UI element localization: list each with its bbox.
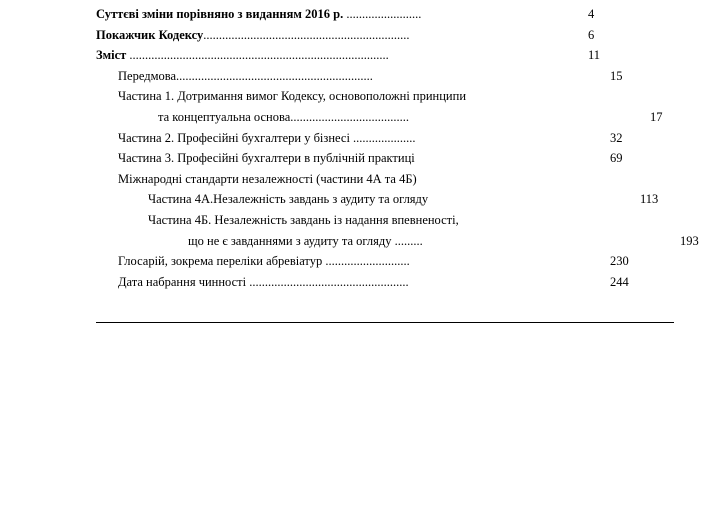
toc-entry-page: 32: [610, 130, 623, 145]
toc-entry[interactable]: [96, 86, 642, 107]
toc-entry-title: Частина 4А.Незалежність завдань з аудиту та огляду: [148, 192, 429, 207]
toc-entry-title: Міжнародні стандарти незалежності (частини 4А та 4Б): [118, 171, 417, 186]
toc-entry-page: 11: [588, 48, 601, 63]
toc-entry[interactable]: [96, 210, 672, 231]
toc-entry-title: Глосарій, зокрема переліки абревіатур: [118, 254, 326, 269]
toc-entry-title: Частина 3. Професійні бухгалтери в публічній практиці: [118, 151, 415, 166]
toc-entry[interactable]: [96, 148, 642, 169]
toc-entry-leader: ......................................: [290, 109, 410, 124]
toc-entry-page: 6: [588, 27, 595, 42]
toc-entry-leader: ...............................................................: [176, 68, 373, 83]
toc-entry-title: Частина 1. Дотримання вимог Кодексу, основоположні принципи: [118, 89, 467, 104]
toc-entry-continuation[interactable]: [96, 231, 712, 252]
toc-entry[interactable]: [96, 128, 642, 149]
toc-entry-title: Частина 4Б. Незалежність завдань із надання впевненості,: [148, 212, 459, 227]
toc-entry-page: 17: [650, 109, 663, 124]
toc-entry-leader: ....................: [353, 130, 416, 145]
toc-entry-leader: ...................................................................................: [129, 48, 389, 63]
toc-entry-title: та концептуальна основа: [158, 109, 291, 124]
toc-entry-title: Покажчик Кодексу: [96, 27, 204, 42]
toc-entry-leader: .........: [394, 233, 423, 248]
toc-entry[interactable]: [96, 45, 620, 66]
toc-entry-leader: ........................: [346, 7, 422, 21]
toc-entry-title: Передмова: [118, 68, 177, 83]
toc-entry[interactable]: [96, 272, 642, 293]
toc-entry-title: Зміст: [96, 48, 130, 63]
toc-entry[interactable]: [96, 4, 620, 25]
toc-entry-page: 69: [610, 151, 623, 166]
toc-entry[interactable]: [96, 169, 642, 190]
toc-entry-page: 230: [610, 254, 629, 269]
toc-entry[interactable]: [96, 25, 620, 46]
toc-entry-title: Дата набрання чинності: [118, 274, 250, 289]
toc-entry-continuation[interactable]: [96, 107, 682, 128]
toc-entry-leader: ..................................................................: [203, 27, 410, 42]
toc-entry-page: 193: [680, 233, 699, 248]
toc-entry[interactable]: [96, 66, 642, 87]
toc-entry-page: 4: [588, 7, 595, 21]
toc-entry-title: що не є завданнями з аудиту та огляду: [188, 233, 395, 248]
toc-entry-leader: ...................................................: [249, 274, 409, 289]
toc-entry-title: Частина 2. Професійні бухгалтери у бізнесі: [118, 130, 354, 145]
table-of-contents: [96, 4, 699, 292]
toc-entry-title: Суттєві зміни порівняно з виданням 2016 р.: [96, 7, 347, 21]
toc-entry[interactable]: [96, 251, 642, 272]
toc-entry-page: 15: [610, 68, 623, 83]
toc-entry-page: 113: [640, 192, 659, 207]
toc-entry-leader: ...........................: [325, 254, 410, 269]
toc-entry-page: 244: [610, 274, 629, 289]
toc-entry[interactable]: [96, 189, 672, 210]
horizontal-rule: [96, 322, 674, 323]
